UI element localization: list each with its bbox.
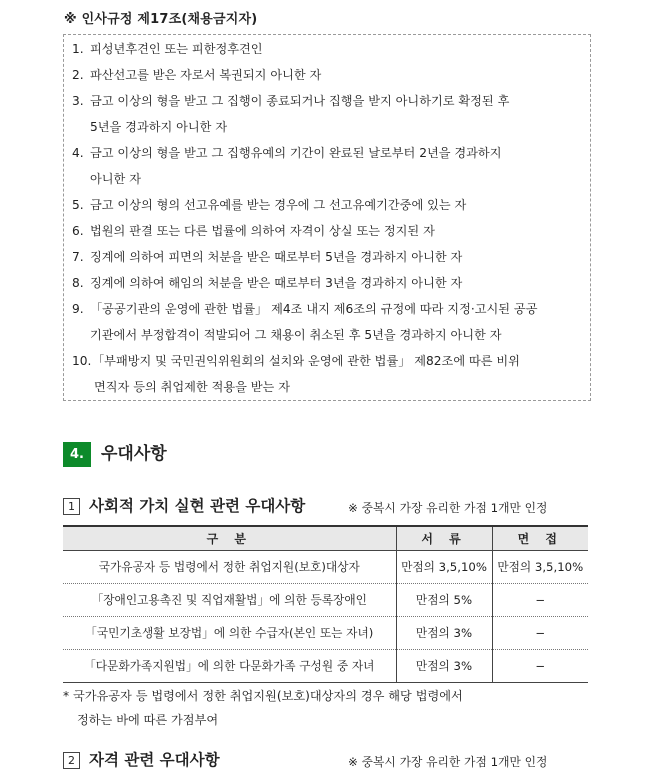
table-cell: 만점의 3,5,10%	[492, 551, 588, 584]
rule-item	[72, 89, 582, 134]
section-number-badge: 4.	[63, 442, 91, 467]
footnote-line: * 국가유공자 등 법령에서 정한 취업지원(보호)대상자의 경우 해당 법령에서	[63, 689, 463, 703]
rule-text: 징계에 의하여 해임의 처분을 받은 때로부터 3년을 경과하지 아니한 자	[90, 276, 463, 290]
rule-text: 금고 이상의 형의 선고유예를 받는 경우에 그 선고유예기간중에 있는 자	[90, 198, 467, 212]
footnote-line: 정하는 바에 따른 가점부여	[77, 713, 219, 727]
rule-number: 10.	[72, 354, 92, 368]
rule-number: 1.	[72, 42, 84, 56]
rule-item	[72, 63, 582, 89]
column-header-interview: 면 접	[492, 526, 588, 551]
table-cell: 「국민기초생활 보장법」에 의한 수급자(본인 또는 자녀)	[63, 617, 396, 650]
table-header-row	[63, 526, 588, 551]
rule-text: 「공공기관의 운영에 관한 법률」 제4조 내지 제6조의 규정에 따라 지정·고시된 공공	[90, 302, 538, 316]
table-cell: −	[492, 584, 588, 617]
rule-item	[72, 219, 582, 245]
rule-number: 3.	[72, 94, 84, 108]
rule-text-continued: 아니한 자	[90, 172, 141, 186]
rule-number: 4.	[72, 146, 84, 160]
rule-number: 9.	[72, 302, 84, 316]
table-cell: 「장애인고용촉진 및 직업재활법」에 의한 등록장애인	[63, 584, 396, 617]
rule-text: 금고 이상의 형을 받고 그 집행유예의 기간이 완료된 날로부터 2년을 경과하지	[90, 146, 502, 160]
rule-item	[72, 349, 582, 394]
table-cell: 만점의 3,5,10%	[396, 551, 492, 584]
rule-text: 법원의 판결 또는 다른 법률에 의하여 자격이 상실 또는 정지된 자	[90, 224, 435, 238]
column-header-category: 구 분	[63, 526, 396, 551]
rule-item	[72, 37, 582, 63]
table-cell: 국가유공자 등 법령에서 정한 취업지원(보호)대상자	[63, 551, 396, 584]
subsection-title: 사회적 가치 실현 관련 우대사항	[89, 497, 306, 515]
rule-item	[72, 141, 582, 186]
rule-text: 피성년후견인 또는 피한정후견인	[90, 42, 263, 56]
rule-item	[72, 271, 582, 297]
rule-number: 7.	[72, 250, 84, 264]
rule-number: 8.	[72, 276, 84, 290]
rule-number: 6.	[72, 224, 84, 238]
rule-number: 2.	[72, 68, 84, 82]
table-cell: 만점의 3%	[396, 617, 492, 650]
rule-number: 5.	[72, 198, 84, 212]
rule-box	[63, 34, 591, 401]
footnote	[63, 684, 588, 732]
table-row	[63, 551, 588, 584]
table-cell: 만점의 3%	[396, 650, 492, 683]
table-row	[63, 617, 588, 650]
subsection-number-box: 2	[63, 752, 80, 769]
subsection-number-box: 1	[63, 498, 80, 515]
table-cell: 만점의 5%	[396, 584, 492, 617]
subsection-title: 자격 관련 우대사항	[89, 751, 220, 769]
rule-text-continued: 5년을 경과하지 아니한 자	[90, 120, 228, 134]
table-cell: −	[492, 650, 588, 683]
table-cell: −	[492, 617, 588, 650]
table-row	[63, 650, 588, 683]
rule-item	[72, 297, 582, 342]
table-row	[63, 584, 588, 617]
section-title: 우대사항	[101, 444, 167, 464]
column-header-document: 서 류	[396, 526, 492, 551]
subsection-note: ※ 중복시 가장 유리한 가점 1개만 인정	[348, 501, 548, 515]
rule-text: 파산선고를 받은 자로서 복권되지 아니한 자	[90, 68, 322, 82]
rule-text: 징계에 의하여 피면의 처분을 받은 때로부터 5년을 경과하지 아니한 자	[90, 250, 463, 264]
rule-item	[72, 193, 582, 219]
rule-item	[72, 245, 582, 271]
rule-heading: ※ 인사규정 제17조(채용금지자)	[64, 12, 258, 27]
rule-text-continued: 기관에서 부정합격이 적발되어 그 채용이 취소된 후 5년을 경과하지 아니한 자	[90, 328, 502, 342]
rule-text-continued: 면직자 등의 취업제한 적용을 받는 자	[94, 380, 290, 394]
benefit-table	[63, 525, 588, 683]
rule-text: 금고 이상의 형을 받고 그 집행이 종료되거나 집행을 받지 아니하기로 확정된 후	[90, 94, 510, 108]
rule-text: 「부패방지 및 국민권익위원회의 설치와 운영에 관한 법률」 제82조에 따른 비위	[92, 354, 520, 368]
subsection-note: ※ 중복시 가장 유리한 가점 1개만 인정	[348, 755, 548, 769]
table-cell: 「다문화가족지원법」에 의한 다문화가족 구성원 중 자녀	[63, 650, 396, 683]
